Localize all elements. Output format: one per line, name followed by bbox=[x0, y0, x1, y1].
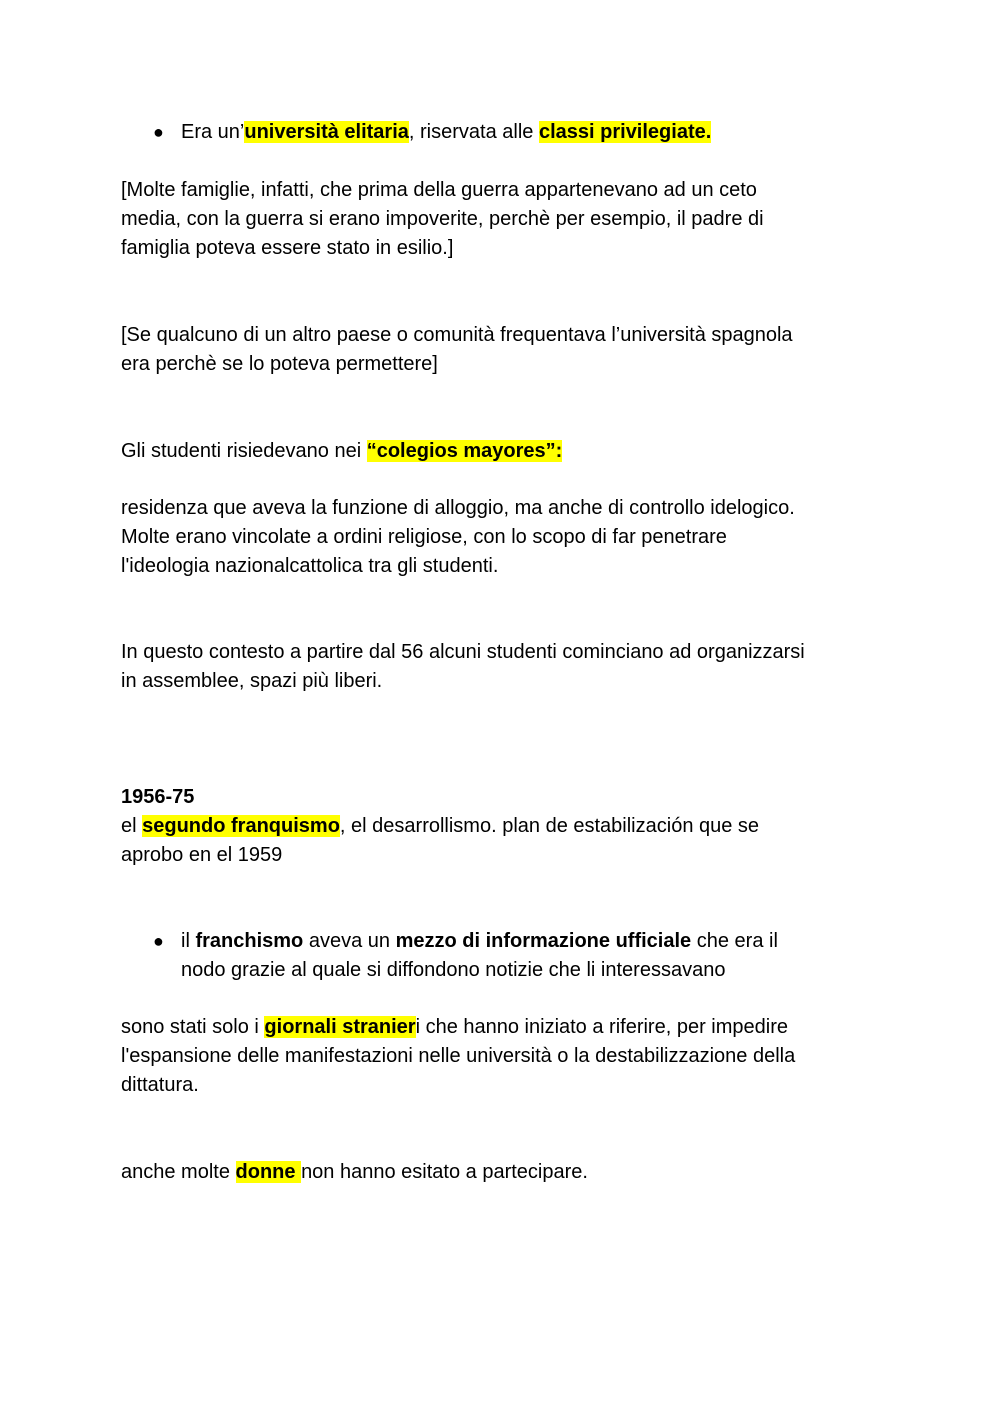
paragraph-famiglie bbox=[121, 176, 881, 263]
text-run: i che hanno iniziato a riferire, per impedire bbox=[415, 1016, 788, 1038]
section-heading: 1956-75 bbox=[121, 786, 195, 808]
text-line: era perchè se lo poteva permettere] bbox=[121, 353, 438, 375]
bullet-marker: ● bbox=[153, 122, 164, 142]
bullet-marker: ● bbox=[153, 931, 164, 951]
text-line bbox=[121, 812, 881, 841]
text-run: aveva un bbox=[303, 930, 396, 952]
text-run: Gli studenti risiedevano nei bbox=[121, 440, 367, 462]
text-line bbox=[181, 927, 881, 956]
text-line: dittatura. bbox=[121, 1074, 199, 1096]
text-line bbox=[121, 1158, 881, 1187]
highlighted-text: donne bbox=[235, 1161, 302, 1183]
text-run: el bbox=[121, 815, 143, 837]
text-run: il bbox=[181, 930, 196, 952]
paragraph-colegios bbox=[121, 437, 881, 466]
text-line: nodo grazie al quale si diffondono notizie che li interessavano bbox=[181, 959, 726, 981]
highlighted-text: segundo franquismo bbox=[142, 815, 340, 837]
text-line: In questo contesto a partire dal 56 alcuni studenti cominciano ad organizzarsi bbox=[121, 641, 805, 663]
paragraph-donne bbox=[121, 1158, 881, 1187]
highlighted-text: classi privilegiate. bbox=[538, 121, 712, 143]
text-line: in assemblee, spazi più liberi. bbox=[121, 670, 383, 692]
text-line bbox=[121, 1013, 881, 1042]
text-line: famiglia poteva essere stato in esilio.] bbox=[121, 237, 454, 259]
text-run: anche molte bbox=[121, 1161, 236, 1183]
section-1956-75 bbox=[121, 783, 881, 870]
text-run: sono stati solo i bbox=[121, 1016, 265, 1038]
paragraph-giornali bbox=[121, 1013, 881, 1100]
bold-text: franchismo bbox=[195, 930, 304, 952]
bullet-text bbox=[181, 927, 881, 985]
text-run: non hanno esitato a partecipare. bbox=[301, 1161, 588, 1183]
highlighted-text: “colegios mayores”: bbox=[366, 440, 563, 462]
text-line: media, con la guerra si erano impoverite, perchè per esempio, il padre di bbox=[121, 208, 764, 230]
highlighted-text: giornali stranier bbox=[264, 1016, 416, 1038]
text-line: l'ideologia nazionalcattolica tra gli studenti. bbox=[121, 555, 499, 577]
paragraph-residenza bbox=[121, 494, 881, 581]
bold-text: mezzo di informazione ufficiale bbox=[395, 930, 692, 952]
text-line: [Se qualcuno di un altro paese o comunità frequentava l’università spagnola bbox=[121, 324, 793, 346]
bullet-text bbox=[181, 118, 881, 147]
text-run: Era un’ bbox=[181, 121, 245, 143]
text-line: residenza que aveva la funzione di alloggio, ma anche di controllo idelogico. bbox=[121, 497, 795, 519]
text-line: Molte erano vincolate a ordini religiose, con lo scopo di far penetrare bbox=[121, 526, 727, 548]
text-run: che era il bbox=[691, 930, 778, 952]
paragraph-altro-paese bbox=[121, 321, 881, 379]
text-run: , riservata alle bbox=[408, 121, 539, 143]
paragraph-contesto bbox=[121, 638, 881, 696]
text-line: l'espansione delle manifestazioni nelle università o la destabilizzazione della bbox=[121, 1045, 796, 1067]
text-run: , el desarrollismo. plan de estabilización que se bbox=[339, 815, 760, 837]
text-line bbox=[121, 437, 881, 466]
text-line: [Molte famiglie, infatti, che prima della guerra appartenevano ad un ceto bbox=[121, 179, 757, 201]
highlighted-text: università elitaria bbox=[244, 121, 409, 143]
text-line: aprobo en el 1959 bbox=[121, 844, 283, 866]
